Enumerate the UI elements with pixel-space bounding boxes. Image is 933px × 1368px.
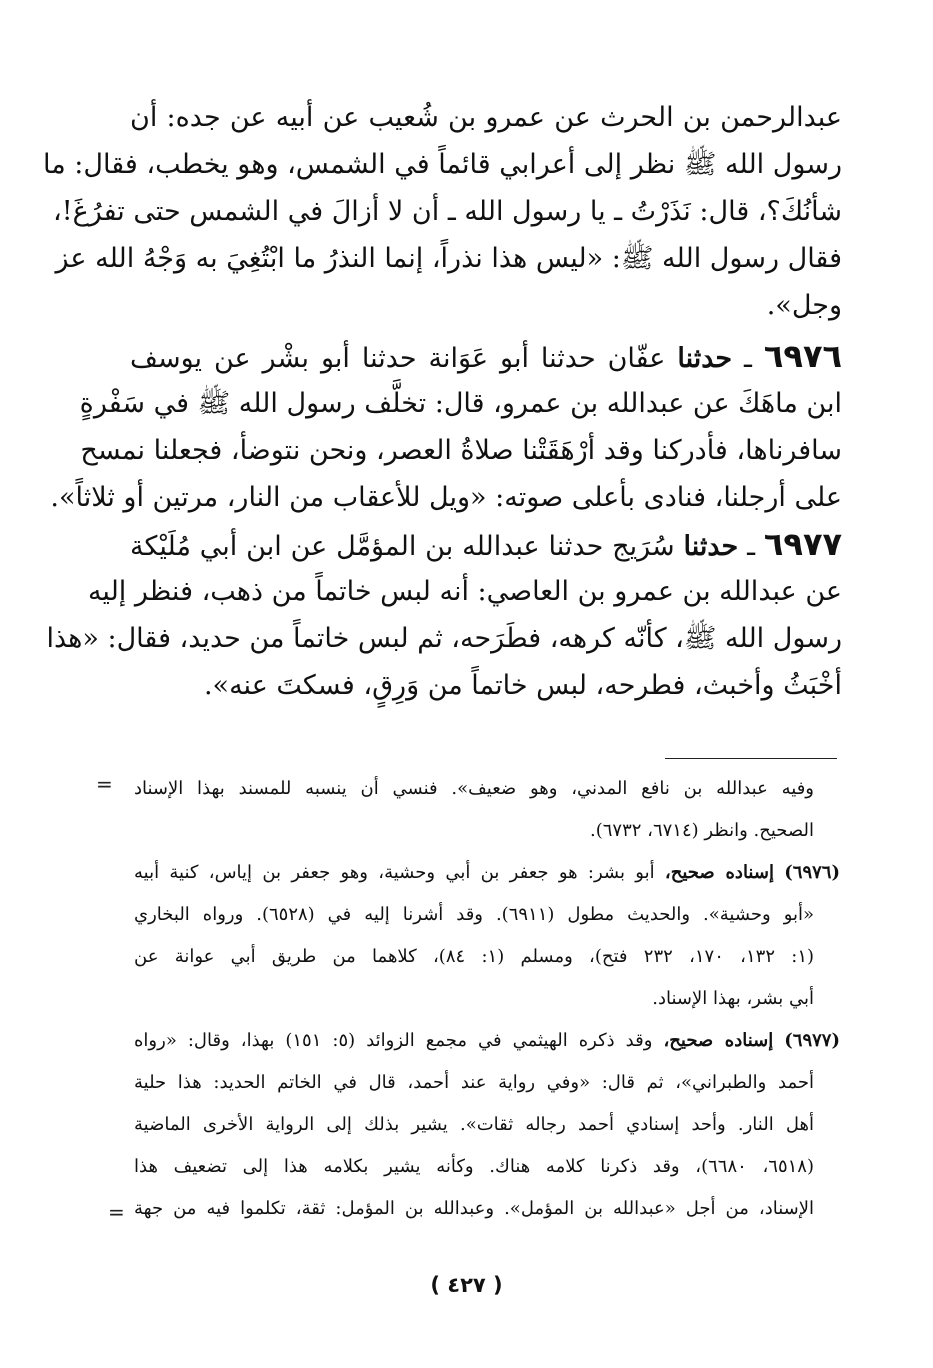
footnote-line: الصحيح. وانظر (٦٧١٤، ٦٧٣٢). [590,820,814,841]
hadith-number: ٦٩٧٦ [763,337,842,375]
footnote-6976 [134,852,840,894]
footnote-line: وفيه عبدالله بن نافع المدني، وهو ضعيف». فنسي أن ينسبه للمسند بهذا الإسناد [134,778,814,799]
hadith-opening-word: حدثنا [677,343,733,374]
text-line: عن عبدالله بن عمرو بن العاصي: أنه لبس خاتماً من ذهب، فنظر إليه [87,576,842,607]
main-text [43,94,842,709]
footnote-divider [665,758,837,759]
hadith-number: ٦٩٧٧ [763,525,842,563]
footnote-line: (٦٥١٨، ٦٦٨٠)، وقد ذكرنا كلامه هناك. وكأنه يشير بكلامه هذا إلى تضعيف هذا [134,1156,814,1177]
footnote-line: أحمد والطبراني»، ثم قال: «وفي رواية عند أحمد، قال في الخاتم الحديد: هذا حلية [134,1072,814,1093]
text-line: وجل». [766,290,842,321]
footnote-text: وقد ذكره الهيثمي في مجمع الزوائد (٥: ١٥١) بهذا، وقال: «رواه [134,1030,653,1051]
footnote-line: (١: ١٣٢، ١٧٠، ٢٣٢ فتح)، ومسلم (١: ٨٤)، كلاهما من طريق أبي عوانة عن [134,946,815,967]
text-line: عفّان حدثنا أبو عَوَانة حدثنا أبو بشْر عن يوسف [130,343,666,374]
text-line: شأنُكَ؟، قال: نَذَرْتُ ـ يا رسول الله ـ أن لا أزالَ في الشمس حتى تفرُغَ!، [53,196,842,227]
footnote-label: (٦٩٧٧) [784,1030,840,1051]
text-line: رسول الله ﷺ نظر إلى أعرابي قائماً في الشمس، وهو يخطب، فقال: ما [43,149,842,180]
text-line: سُرَيج حدثنا عبدالله بن المؤمَّل عن ابن أبي مُلَيْكة [130,531,675,562]
footnote-label: (٦٩٧٦) [784,862,840,883]
footnote-line: الإسناد، من أجل «عبدالله بن المؤمل». وعبدالله بن المؤمل: ثقة، تكلموا فيه من جهة [134,1198,814,1219]
footnote-6977 [134,1020,840,1062]
page-number: ( ٤٢٧ ) [430,1273,503,1297]
footnote-line: أهل النار. وأحد إسنادي أحمد رجاله ثقات». يشير بذلك إلى الرواية الأخرى الماضية [134,1114,814,1135]
footnote-verdict: إسناده صحيح، [664,862,774,883]
hadith-6976-heading: ٦٩٧٦ ـ حدثنا عفّان حدثنا أبو عَوَانة حدثنا أبو بشْر عن يوسف [130,337,842,375]
footnotes [134,768,840,1230]
text-line: رسول الله ﷺ، كأنّه كرهه، فطَرَحه، ثم لبس خاتماً من حديد، فقال: «هذا [46,623,842,654]
text-line: على أرجلنا، فنادى بأعلى صوته: «ويل للأعقاب من النار، مرتين أو ثلاثاً». [50,482,842,513]
continuation-mark: = [108,1200,125,1224]
text-line: سافرناها، فأدركنا وقد أرْهَقَتْنا صلاةُ العصر، ونحن نتوضأ، فجعلنا نمسح [80,435,842,466]
footnote-line: أبي بشر، بهذا الإسناد. [652,988,814,1009]
text-line: أخْبَثُ وأخبث، فطرحه، لبس خاتماً من وَرِقٍ، فسكتَ عنه». [203,670,842,701]
continuation-mark: = [96,772,113,796]
text-line: ابن ماهَكَ عن عبدالله بن عمرو، قال: تخلَّف رسول الله ﷺ في سَفْرةٍ [79,388,842,419]
hadith-opening-word: حدثنا [683,531,739,562]
hadith-6977-heading: ٦٩٧٧ ـ حدثنا سُرَيج حدثنا عبدالله بن المؤمَّل عن ابن أبي مُلَيْكة [130,525,842,563]
text-line: فقال رسول الله ﷺ: «ليس هذا نذراً، إنما النذرُ ما ابْتُغِيَ به وَجْهُ الله عز [55,243,842,274]
footnote-line: «أبو وحشية». والحديث مطول (٦٩١١). وقد أشرنا إليه في (٦٥٢٨). ورواه البخاري [134,904,815,925]
footnote-text: أبو بشر: هو جعفر بن أبي وحشية، وهو جعفر بن إياس، كنية أبيه [134,862,655,883]
text-line: عبدالرحمن بن الحرث عن عمرو بن شُعيب عن أبيه عن جده: أن [130,102,842,133]
footnote-verdict: إسناده صحيح، [663,1030,774,1051]
